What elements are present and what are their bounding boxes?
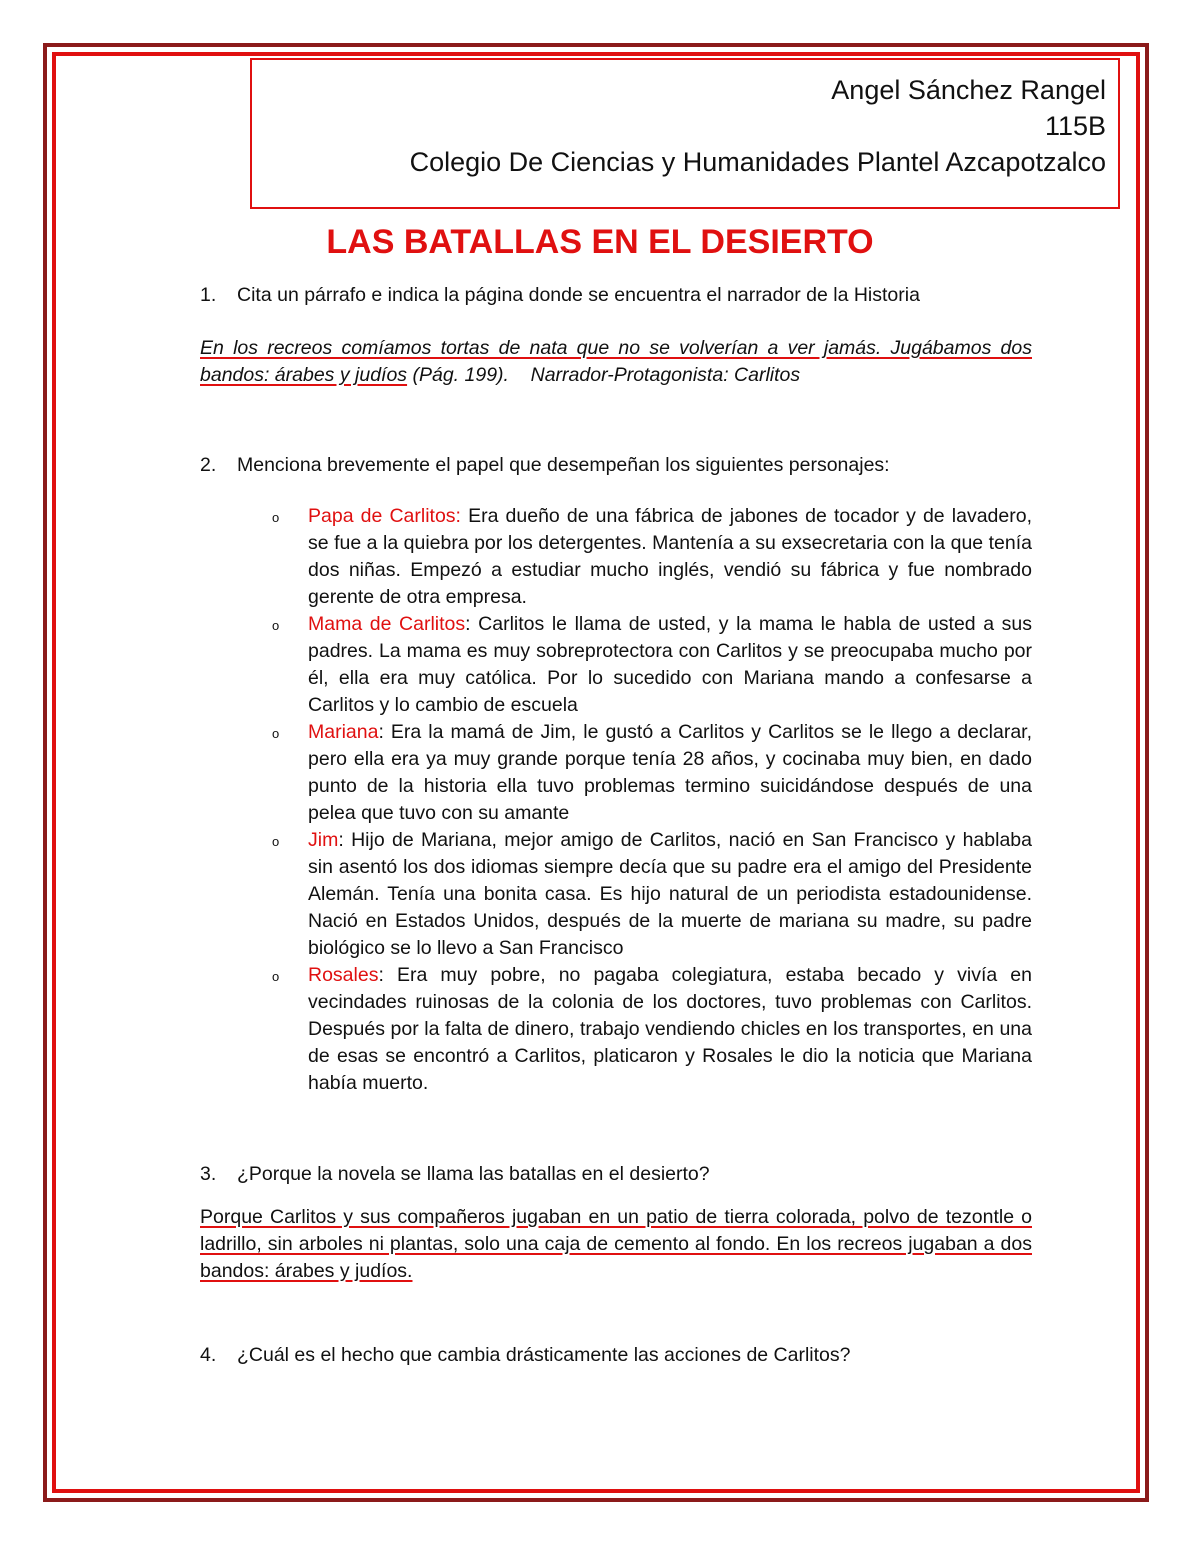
character-description: : Era la mamá de Jim, le gustó a Carlitos y Carlitos se le llego a declarar, pero ella era ya muy grande porque tenía 28 años, y cocinaba muy bien, en dado punto de la historia ella tuvo problemas termino suicidándose después de una pelea que tuvo con su amante xyxy=(308,721,1032,824)
bullet-icon: o xyxy=(272,726,280,741)
character-name: Jim xyxy=(308,829,339,851)
question-text: Menciona brevemente el papel que desempeñan los siguientes personajes: xyxy=(237,454,890,476)
character-description: : Carlitos le llama de usted, y la mama le habla de usted a sus padres. La mama es muy sobreprotectora con Carlitos y se preocupaba mucho por él, ella era muy católica. Por lo sucedido con Mariana mando a confesarse a Carlitos y lo cambio de escuela xyxy=(308,613,1032,716)
answer-text: Porque Carlitos y sus compañeros jugaban en un patio de tierra colorada, polvo de tezontle o ladrillo, sin arboles ni plantas, solo una caja de cemento al fondo. En los recreos jugaban a dos bandos: árabes y judíos. xyxy=(200,1206,1032,1282)
group-code: 115B xyxy=(1044,111,1106,141)
character-description: : Hijo de Mariana, mejor amigo de Carlitos, nació en San Francisco y hablaba sin asentó los dos idiomas siempre decía que su padre era el amigo del Presidente Alemán. Tenía una bonita casa. Es hijo natural de un periodista estadounidense. Nació en Estados Unidos, después de la muerte de mariana su madre, su padre biológico se lo llevo a San Francisco xyxy=(308,829,1032,959)
answer-3 xyxy=(200,1204,1032,1285)
character-name: Mama de Carlitos xyxy=(308,613,466,635)
bullet-icon: o xyxy=(272,618,280,633)
bullet-icon: o xyxy=(272,834,280,849)
list-item xyxy=(200,611,1032,719)
character-list xyxy=(200,503,1032,1097)
document-body xyxy=(200,282,1032,1369)
question-2 xyxy=(200,452,1032,479)
quoted-paragraph: En los recreos comíamos tortas de nata que no se volverían a ver jamás. Jugábamos dos bandos: árabes y judíos xyxy=(200,337,1032,386)
character-name: Papa de Carlitos: xyxy=(308,505,461,527)
question-text: Cita un párrafo e indica la página donde se encuentra el narrador de la Historia xyxy=(237,284,920,306)
school-name: Colegio De Ciencias y Humanidades Plantel Azcapotzalco xyxy=(409,147,1106,177)
question-3 xyxy=(200,1161,1032,1188)
document-title: LAS BATALLAS EN EL DESIERTO xyxy=(326,223,874,261)
character-description: : Era muy pobre, no pagaba colegiatura, estaba becado y vivía en vecindades ruinosas de la colonia de los doctores, tuvo problemas con Carlitos. Después por la falta de dinero, trabajo vendiendo chicles en los transportes, en una de esas se encontró a Carlitos, platicaron y Rosales le dio la noticia que Mariana había muerto. xyxy=(308,964,1032,1094)
question-number: 4. xyxy=(200,1344,217,1366)
header-box xyxy=(250,58,1120,209)
character-description: Era dueño de una fábrica de jabones de tocador y de lavadero, se fue a la quiebra por los detergentes. Mantenía a su exsecretaria con la que tenía dos niñas. Empezó a estudiar mucho inglés, vendió su fábrica y fue nombrado gerente de otra empresa. xyxy=(308,505,1032,608)
question-1 xyxy=(200,282,1032,309)
page-reference: (Pág. 199). Narrador-Protagonista: Carlitos xyxy=(407,364,801,386)
question-text: ¿Cuál es el hecho que cambia drásticamente las acciones de Carlitos? xyxy=(237,1344,851,1366)
question-number: 3. xyxy=(200,1163,217,1185)
question-number: 1. xyxy=(200,284,217,306)
character-name: Mariana xyxy=(308,721,379,743)
question-text: ¿Porque la novela se llama las batallas en el desierto? xyxy=(237,1163,710,1185)
question-number: 2. xyxy=(200,454,217,476)
character-name: Rosales xyxy=(308,964,379,986)
list-item xyxy=(200,962,1032,1097)
question-4 xyxy=(200,1342,1032,1369)
list-item xyxy=(200,503,1032,611)
author-name: Angel Sánchez Rangel xyxy=(831,75,1106,105)
answer-1 xyxy=(200,335,1032,389)
list-item xyxy=(200,719,1032,827)
bullet-icon: o xyxy=(272,510,280,525)
list-item xyxy=(200,827,1032,962)
bullet-icon: o xyxy=(272,969,280,984)
